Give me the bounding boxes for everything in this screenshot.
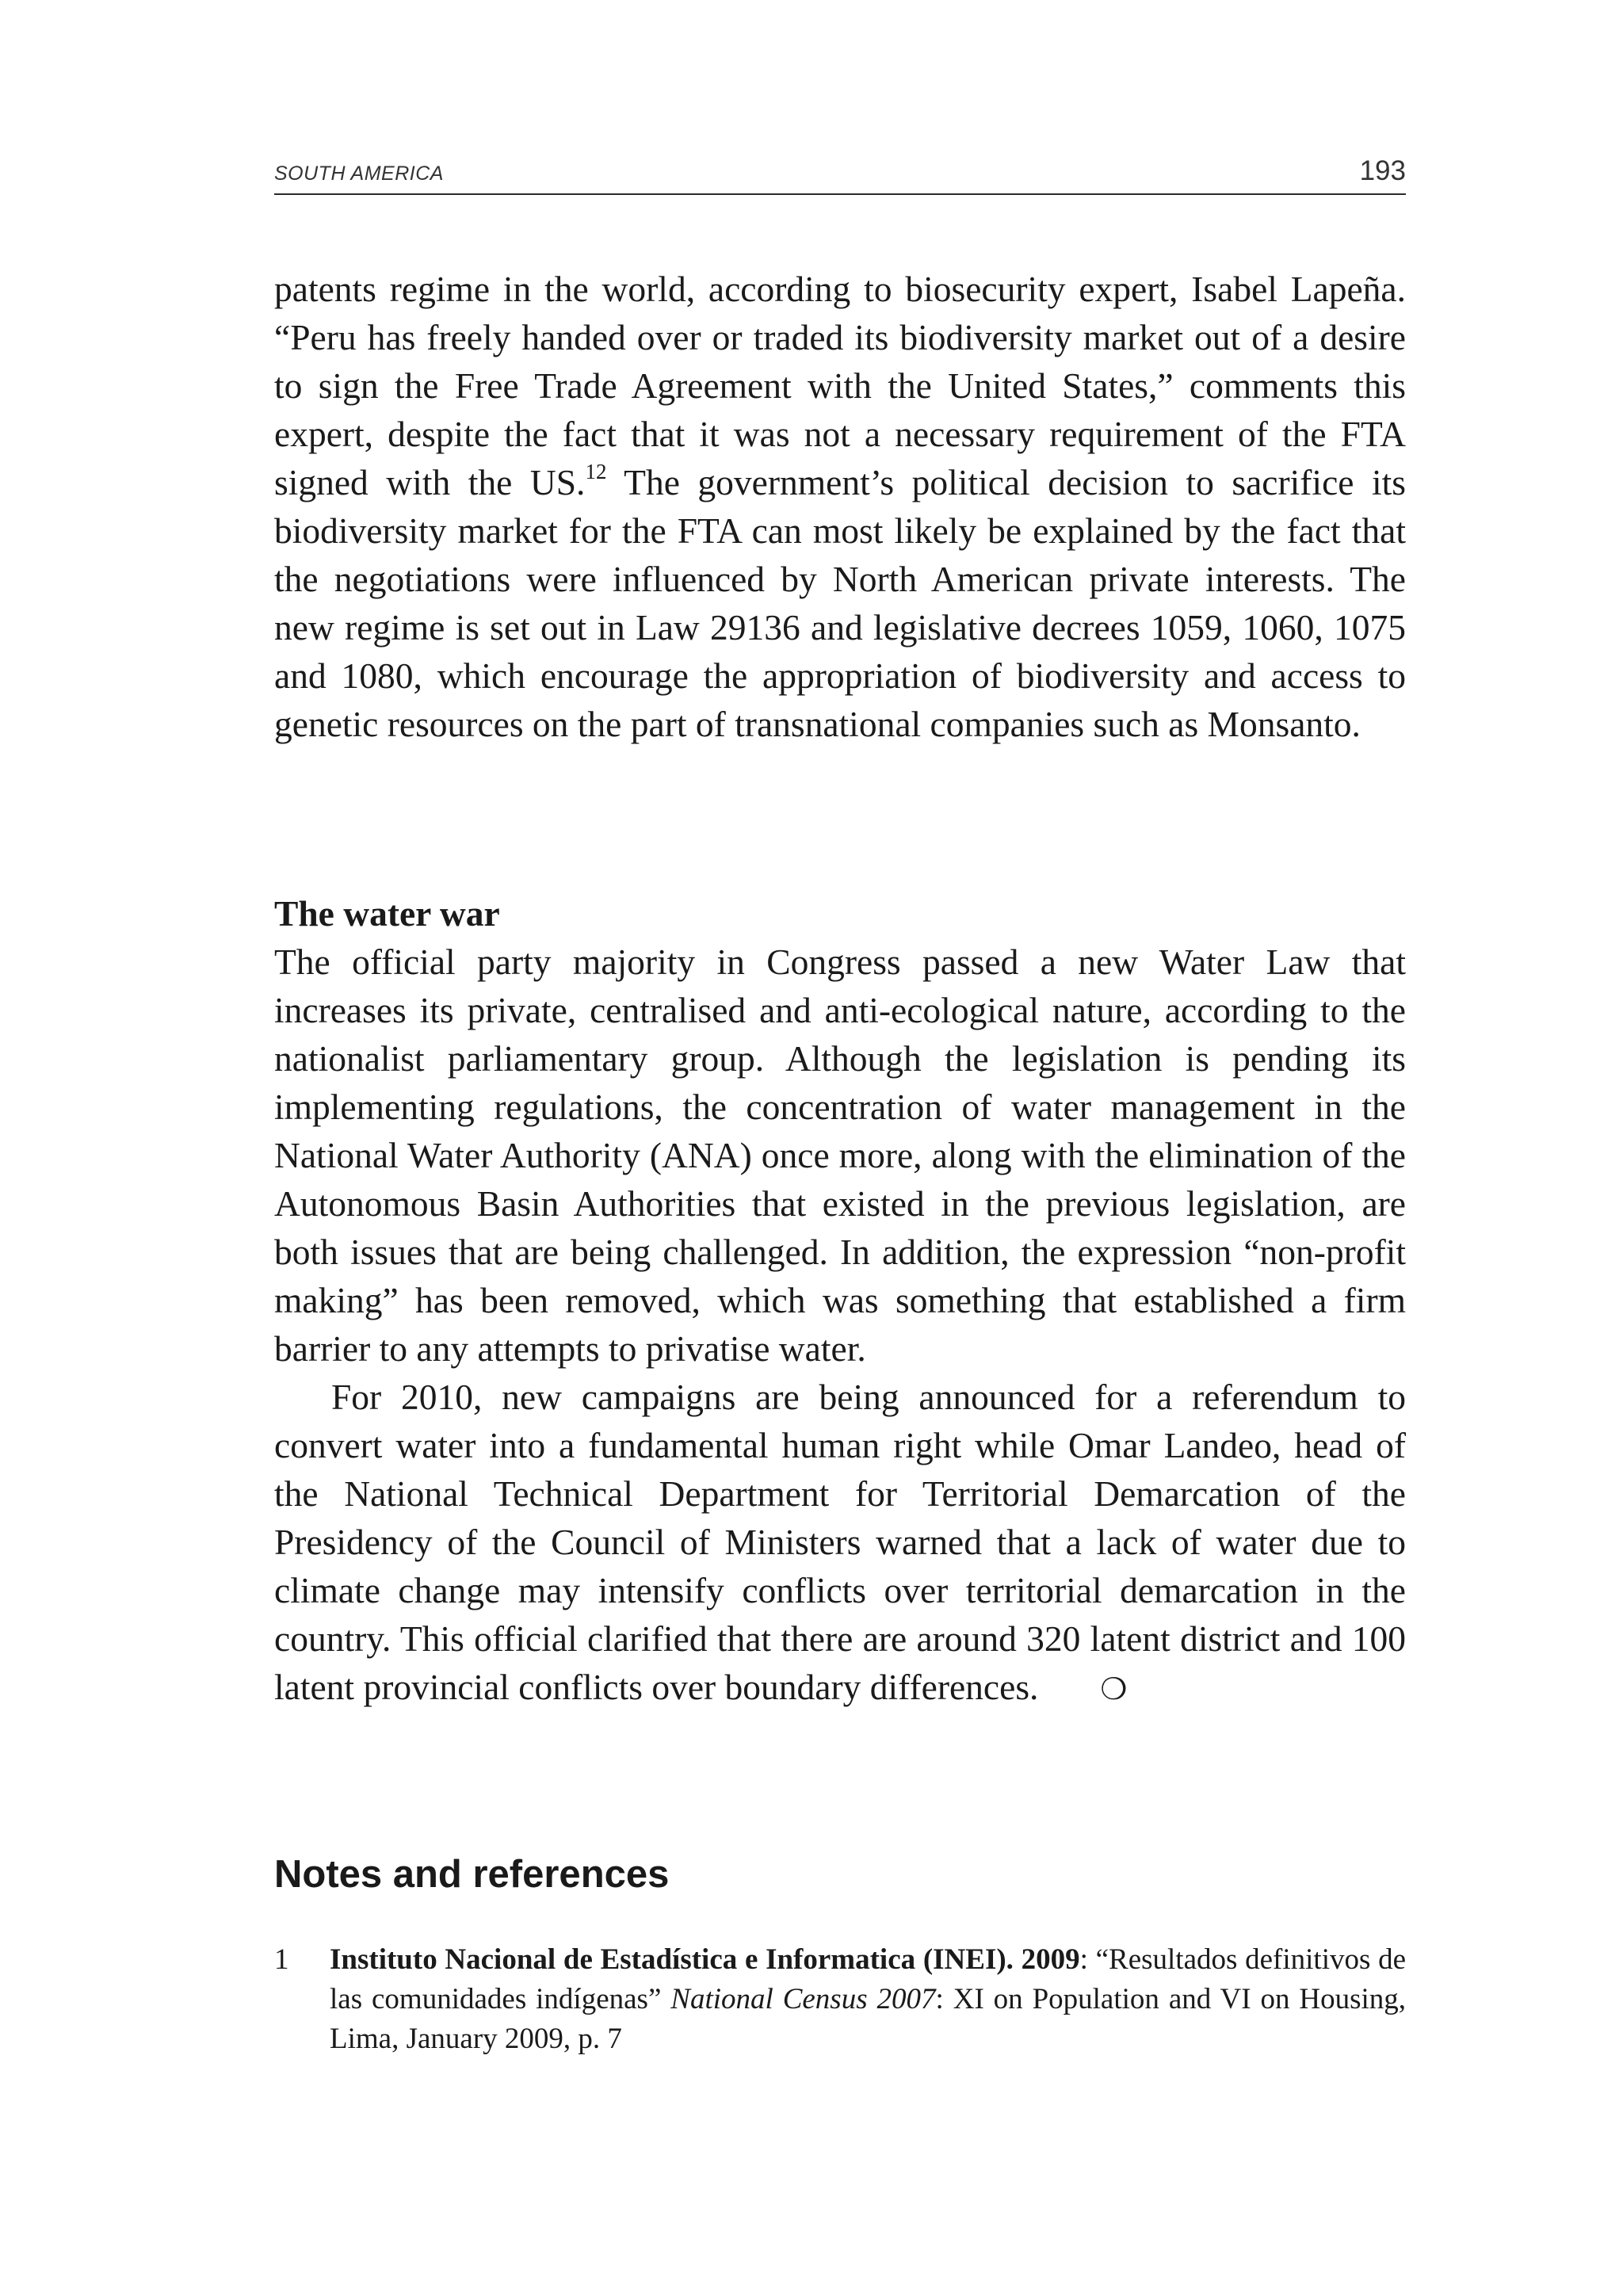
notes-list <box>274 1940 1406 2059</box>
running-head-section: SOUTH AMERICA <box>274 162 444 185</box>
note-author: Instituto Nacional de Estadística e Informatica (INEI). 2009 <box>330 1943 1080 1976</box>
body-text-top <box>274 265 1406 748</box>
paragraph-referendum-text: For 2010, new campaigns are being announced for a referendum to convert water into a fundamental human right while Omar Landeo, head of the National Technical Department for Territorial Demarcation of the Presidency of the Council of Ministers warned that a lack of water due to climate change may intensify conflicts over territorial demarcation in the country. This official clarified that there are around 320 latent district and 100 latent provincial conflicts over boundary differences. <box>274 1377 1406 1707</box>
body-text-water <box>274 889 1406 1713</box>
paragraph-patents-regime-part1: patents regime in the world, according to biosecurity expert, Isabel Lapeña. “Peru has freely handed over or traded its biodiversity market out of a desire to sign the Free Trade Agreement with the United States,” comments this expert, despite the fact that it was not a necessary requirement of the FTA signed with the US. <box>274 269 1406 502</box>
paragraph-patents-regime-part2: The government’s political decision to sacrifice its biodiversity market for the FTA can most likely be explained by the fact that the negotiations were influenced by North American private interests. The new regime is set out in Law 29136 and legislative decrees 1059, 1060, 1075 and 1080, which encourage the appropriation of biodiversity and access to genetic resources on the part of transnational companies such as Monsanto. <box>274 462 1406 744</box>
notes-heading: Notes and references <box>274 1853 670 1896</box>
note-text-b: : XI on Population and VI on Housing, Lima, January 2009, p. 7 <box>330 1983 1406 2055</box>
note-number: 1 <box>274 1943 289 1976</box>
paragraph-referendum <box>274 1373 1406 1713</box>
running-head <box>274 155 1406 195</box>
end-of-article-mark: ❍ <box>1100 1671 1128 1706</box>
paragraph-water-law: The official party majority in Congress passed a new Water Law that increases its private, centralised and anti-ecological nature, according to the nationalist parliamentary group. Although the legislation is pending its implementing regulations, the concentration of water management in the National Water Authority (ANA) once more, along with the elimination of the Autonomous Basin Authorities that existed in the previous legislation, are both issues that are being challenged. In addition, the expression “non-profit making” has been removed, which was something that established a firm barrier to any attempts to privatise water. <box>274 942 1406 1369</box>
footnote-reference: 12 <box>585 459 607 483</box>
paragraph-patents-regime <box>274 265 1406 748</box>
note-item <box>274 1940 1406 2059</box>
section-subheading: The water war <box>274 893 500 934</box>
page-number: 193 <box>1359 155 1406 186</box>
note-source-title: National Census 2007 <box>670 1983 936 2015</box>
note-text-a: : “Resultados definitivos de las comunidades indígenas” <box>330 1943 1406 2015</box>
